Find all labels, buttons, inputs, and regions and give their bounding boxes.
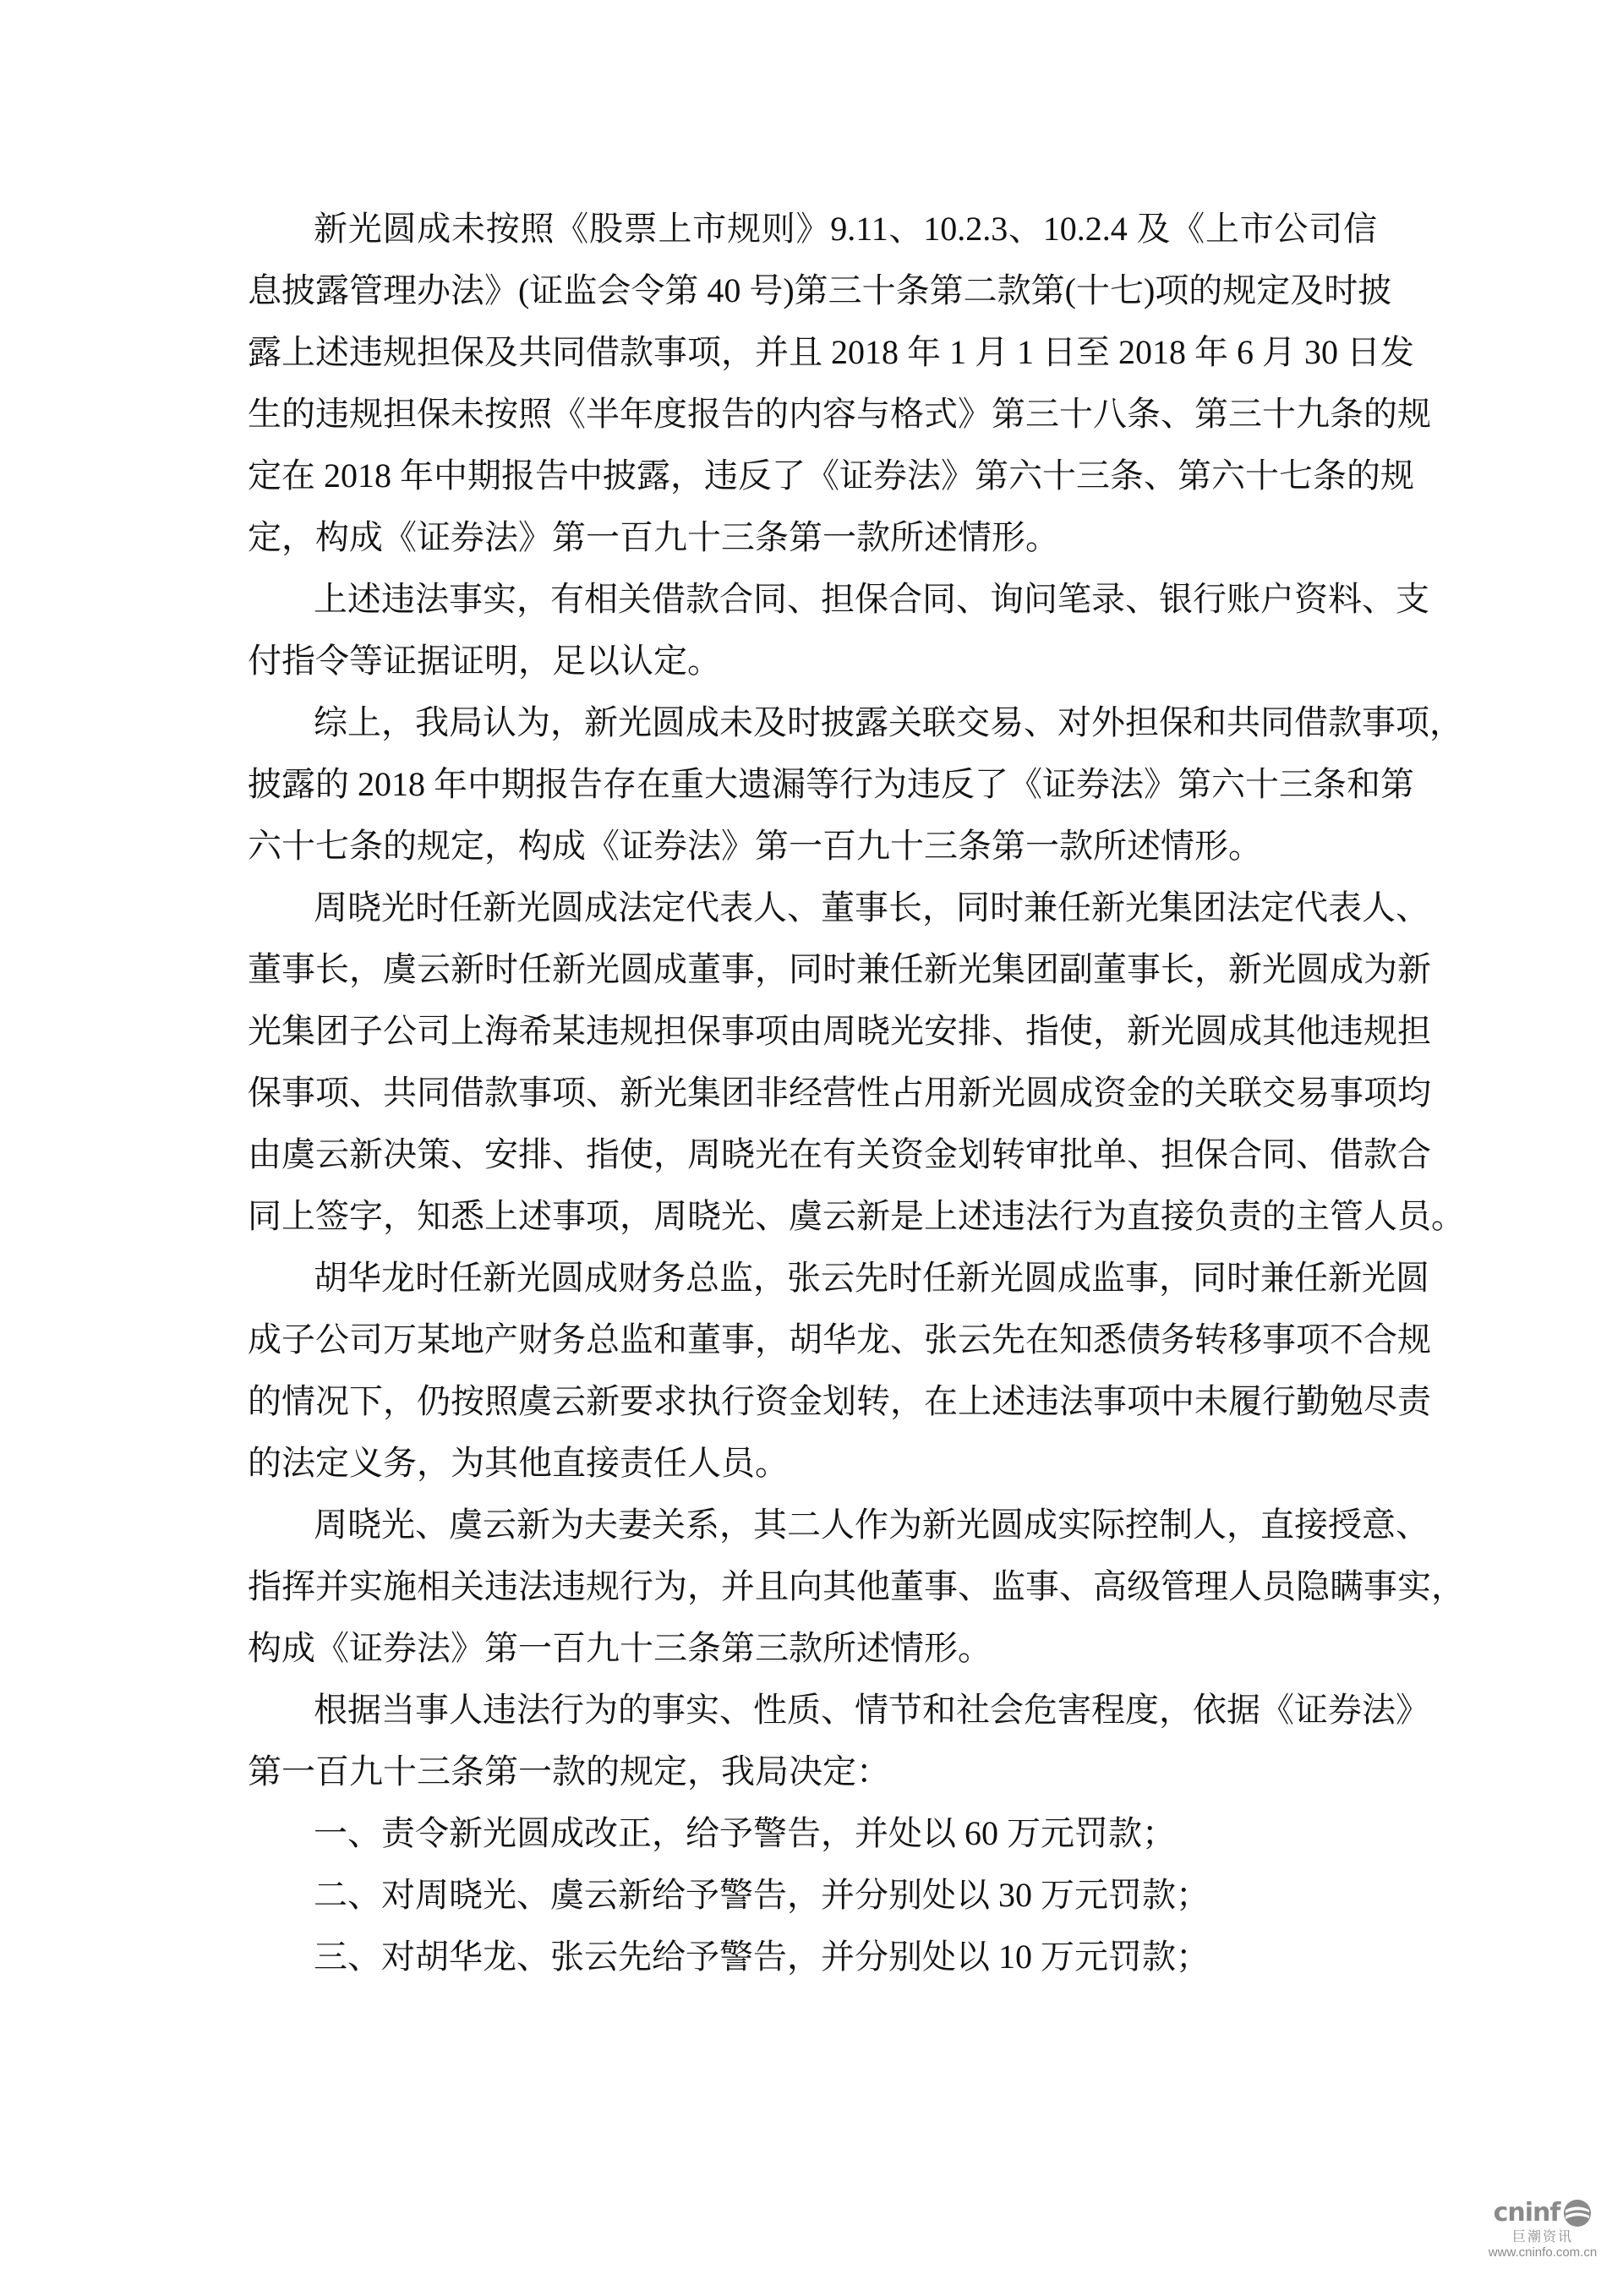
paragraph bbox=[248, 1864, 1377, 1926]
paragraph bbox=[248, 1926, 1377, 1987]
text-line: 的情况下，仍按照虞云新要求执行资金划转，在上述违法事项中未履行勤勉尽责 bbox=[248, 1382, 1431, 1420]
text-line: 保事项、共同借款事项、新光集团非经营性占用新光圆成资金的关联交易事项均 bbox=[248, 1074, 1431, 1112]
text-line: 由虞云新决策、安排、指使，周晓光在有关资金划转审批单、担保合同、借款合 bbox=[248, 1135, 1431, 1173]
cninfo-watermark-logo bbox=[1467, 2198, 1619, 2291]
text-line: 根据当事人违法行为的事实、性质、情节和社会危害程度，依据《证券法》 bbox=[314, 1691, 1429, 1729]
text-line: 上述违法事实，有相关借款合同、担保合同、询问笔录、银行账户资料、支 bbox=[314, 580, 1429, 618]
text-line: 露上述违规担保及共同借款事项，并且 2018 年 1 月 1 日至 2018 年 6 月 30 日发 bbox=[248, 333, 1414, 371]
paragraph bbox=[248, 692, 1463, 877]
text-line: 二、对周晓光、虞云新给予警告，并分别处以 30 万元罚款； bbox=[314, 1876, 1210, 1914]
text-line: 披露的 2018 年中期报告存在重大遗漏等行为违反了《证券法》第六十三条和第 bbox=[248, 765, 1414, 803]
logo-chinese-name: 巨潮资讯 bbox=[1511, 2228, 1573, 2244]
document-body bbox=[248, 198, 1465, 1987]
text-line: 定，构成《证券法》第一百九十三条第一款所述情形。 bbox=[248, 518, 1059, 556]
paragraph bbox=[248, 1247, 1431, 1494]
text-line: 三、对胡华龙、张云先给予警告，并分别处以 10 万元罚款； bbox=[314, 1938, 1210, 1976]
text-line: 光集团子公司上海希某违规担保事项由周晓光安排、指使，新光圆成其他违规担 bbox=[248, 1012, 1431, 1050]
text-line: 成子公司万某地产财务总监和董事，胡华龙、张云先在知悉债务转移事项不合规 bbox=[248, 1320, 1431, 1358]
text-line: 周晓光、虞云新为夫妻关系，其二人作为新光圆成实际控制人，直接授意、 bbox=[314, 1506, 1429, 1544]
text-line: 的法定义务，为其他直接责任人员。 bbox=[248, 1444, 789, 1482]
text-line: 息披露管理办法》(证监会令第 40 号)第三十条第二款第(十七)项的规定及时披 bbox=[248, 271, 1392, 309]
paragraph bbox=[248, 877, 1465, 1247]
text-line: 六十七条的规定，构成《证券法》第一百九十三条第一款所述情形。 bbox=[248, 827, 1262, 865]
text-line: 一、责令新光圆成改正，给予警告，并处以 60 万元罚款； bbox=[314, 1814, 1176, 1852]
logo-url: www.cninfo.com.cn bbox=[1488, 2245, 1598, 2260]
text-line: 周晓光时任新光圆成法定代表人、董事长，同时兼任新光集团法定代表人、 bbox=[314, 888, 1429, 927]
cninfo-swirl-icon bbox=[1563, 2199, 1592, 2228]
text-line: 综上，我局认为，新光圆成未及时披露关联交易、对外担保和共同借款事项， bbox=[314, 703, 1463, 741]
text-line: 指挥并实施相关违法违规行为，并且向其他董事、监事、高级管理人员隐瞒事实， bbox=[248, 1567, 1465, 1605]
text-line: 新光圆成未按照《股票上市规则》9.11、10.2.3、10.2.4 及《上市公司信 bbox=[314, 210, 1377, 248]
text-line: 构成《证券法》第一百九十三条第三款所述情形。 bbox=[248, 1629, 992, 1667]
paragraph bbox=[248, 568, 1429, 692]
text-line: 胡华龙时任新光圆成财务总监，张云先时任新光圆成监事，同时兼任新光圆 bbox=[314, 1259, 1429, 1297]
text-line: 第一百九十三条第一款的规定，我局决定： bbox=[248, 1752, 890, 1790]
paragraph bbox=[248, 1679, 1429, 1802]
text-line: 同上签字，知悉上述事项，周晓光、虞云新是上述违法行为直接负责的主管人员。 bbox=[248, 1197, 1465, 1235]
text-line: 付指令等证据证明，足以认定。 bbox=[248, 642, 721, 680]
logo-wordmark: cninf bbox=[1493, 2198, 1560, 2228]
text-line: 董事长，虞云新时任新光圆成董事，同时兼任新光集团副董事长，新光圆成为新 bbox=[248, 950, 1431, 988]
paragraph bbox=[248, 198, 1431, 568]
text-line: 定在 2018 年中期报告中披露，违反了《证券法》第六十三条、第六十七条的规 bbox=[248, 456, 1414, 495]
text-line: 生的违规担保未按照《半年度报告的内容与格式》第三十八条、第三十九条的规 bbox=[248, 395, 1431, 433]
paragraph bbox=[248, 1494, 1465, 1679]
paragraph bbox=[248, 1802, 1377, 1864]
